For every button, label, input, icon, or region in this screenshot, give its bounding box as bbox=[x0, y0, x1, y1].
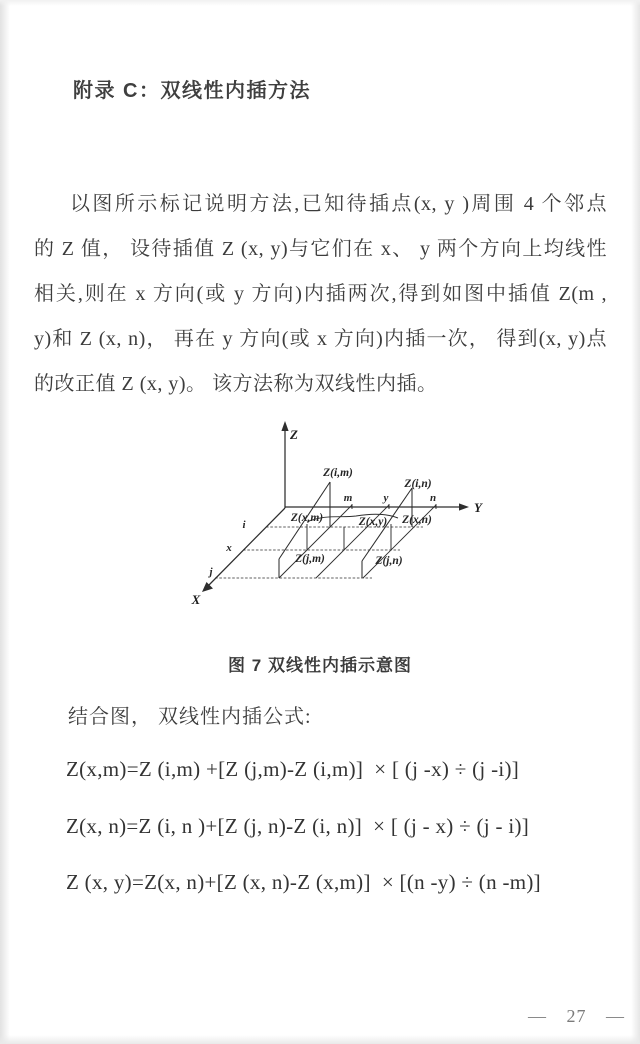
formula-z-xy: Z (x, y)=Z(x, n)+[Z (x, n)-Z (x,m)] × [(n -y) ÷ (n -m)] bbox=[66, 870, 541, 894]
paragraph-line: 的改正值 Z (x, y)。 该方法称为双线性内插。 bbox=[34, 373, 438, 395]
bilinear-interpolation-diagram bbox=[160, 415, 500, 625]
page-number: — 27 — bbox=[528, 1006, 625, 1026]
point-label-z-xm: Z(x,m) bbox=[290, 512, 324, 524]
x-tick-x: x bbox=[226, 542, 232, 554]
paragraph-line: 相关,则在 x 方向(或 y 方向)内插两次,得到如图中插值 Z(m , bbox=[34, 283, 607, 305]
figure-caption: 图 7 双线性内插示意图 bbox=[228, 656, 412, 675]
z-axis-label: Z bbox=[290, 427, 298, 442]
diagram-svg bbox=[160, 415, 500, 625]
page-edge-shadow-right bbox=[631, 0, 640, 1044]
appendix-title: 附录 C：双线性内插方法 bbox=[73, 80, 311, 102]
formula-z-xm: Z(x,m)=Z (i,m) +[Z (j,m)-Z (i,m)] × [ (j -x) ÷ (j -i)] bbox=[66, 757, 520, 781]
point-label-z-xn: Z(x,n) bbox=[402, 514, 432, 526]
body-paragraph bbox=[34, 182, 607, 407]
point-label-z-im: Z(i,m) bbox=[323, 467, 353, 479]
point-label-z-in: Z(i,n) bbox=[404, 478, 432, 490]
point-label-z-jm: Z(j,m) bbox=[295, 553, 325, 565]
y-tick-n: n bbox=[429, 492, 437, 504]
paragraph-line: y)和 Z (x, n)， 再在 y 方向(或 x 方向)内插一次， 得到(x, y)点 bbox=[34, 328, 607, 350]
x-tick-j: j bbox=[209, 566, 213, 578]
diagram-axes bbox=[202, 421, 469, 592]
paragraph-line: 的 Z 值， 设待插值 Z (x, y)与它们在 x、 y 两个方向上均线性 bbox=[34, 238, 607, 260]
y-axis-label: Y bbox=[474, 500, 482, 515]
formula-z-xn: Z(x, n)=Z (i, n )+[Z (j, n)-Z (i, n)] × [ (j - x) ÷ (j - i)] bbox=[66, 814, 530, 838]
x-axis-label: X bbox=[191, 592, 201, 607]
point-label-z-xy: Z(x,y) bbox=[358, 516, 388, 528]
page-edge-shadow-bottom bbox=[0, 1035, 640, 1044]
y-tick-y: y bbox=[383, 492, 389, 504]
x-tick-i: i bbox=[242, 519, 246, 531]
paragraph-line: 以图所示标记说明方法,已知待插点(x, y )周围 4 个邻点 bbox=[70, 193, 607, 215]
y-tick-m: m bbox=[343, 492, 353, 504]
page-edge-shadow-top bbox=[0, 0, 640, 6]
point-label-z-jn: Z(j,n) bbox=[375, 555, 403, 567]
page-edge-shadow-left bbox=[0, 0, 10, 1044]
formula-intro: 结合图， 双线性内插公式: bbox=[68, 706, 312, 728]
